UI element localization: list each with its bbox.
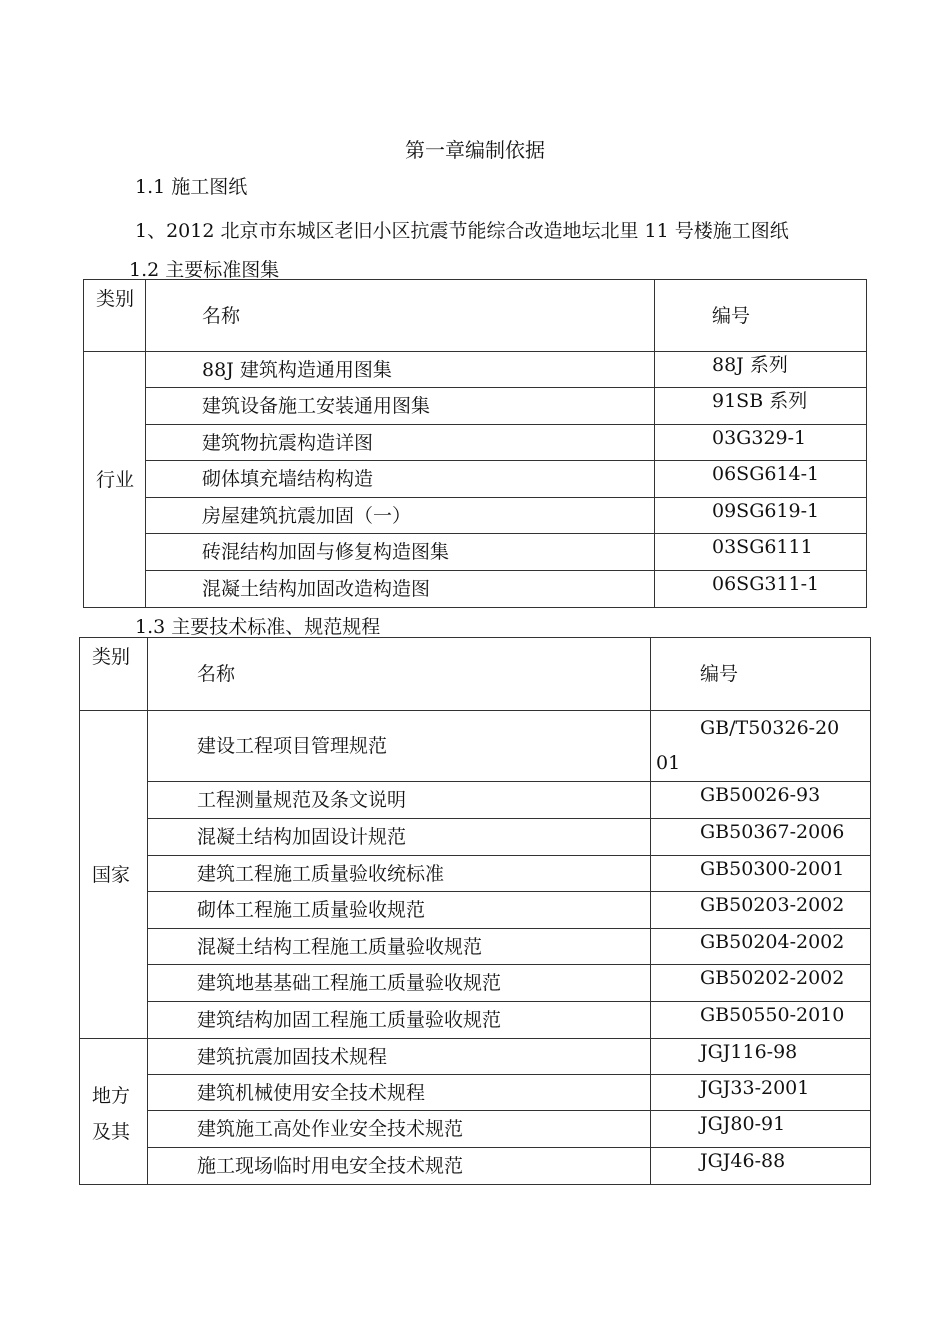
row-name: 砌体工程施工质量验收规范 xyxy=(148,892,651,929)
section-heading-standards: 1.3 主要技术标准、规范规程 xyxy=(135,616,381,638)
table-row xyxy=(80,856,871,892)
row-code: JGJ46-88 xyxy=(651,1148,871,1185)
row-code xyxy=(651,711,871,782)
standard-atlas-table xyxy=(83,279,867,608)
row-name: 建筑设备施工安装通用图集 xyxy=(146,388,655,425)
table-row xyxy=(80,782,871,819)
table-row xyxy=(80,1002,871,1039)
table-header-row xyxy=(80,638,871,711)
row-code: 03G329-1 xyxy=(655,425,867,461)
header-code: 编号 xyxy=(655,280,867,352)
header-category: 类别 xyxy=(84,280,146,352)
group-local xyxy=(80,1039,148,1185)
table-row xyxy=(84,571,867,608)
row-code-line1: GB/T50326-20 xyxy=(700,717,840,739)
row-code: 91SB 系列 xyxy=(655,388,867,425)
header-category: 类别 xyxy=(80,638,148,711)
row-code: 06SG311-1 xyxy=(655,571,867,608)
table-row xyxy=(80,711,871,782)
header-name: 名称 xyxy=(148,638,651,711)
row-name: 建筑结构加固工程施工质量验收规范 xyxy=(148,1002,651,1039)
row-code: 06SG614-1 xyxy=(655,461,867,498)
row-code: GB50300-2001 xyxy=(651,856,871,892)
row-name: 建筑机械使用安全技术规程 xyxy=(148,1075,651,1111)
row-name: 砖混结构加固与修复构造图集 xyxy=(146,534,655,571)
row-code: 09SG619-1 xyxy=(655,498,867,534)
row-code: JGJ80-91 xyxy=(651,1111,871,1148)
row-name: 工程测量规范及条文说明 xyxy=(148,782,651,819)
row-code: GB50203-2002 xyxy=(651,892,871,929)
group-national: 国家 xyxy=(80,711,148,1039)
row-name: 混凝土结构工程施工质量验收规范 xyxy=(148,929,651,965)
group-local-line1: 地方 xyxy=(92,1084,131,1107)
table-row xyxy=(80,929,871,965)
table-row xyxy=(80,1039,871,1075)
table-row xyxy=(84,388,867,425)
table-row xyxy=(84,461,867,498)
row-name: 施工现场临时用电安全技术规范 xyxy=(148,1148,651,1185)
row-code: GB50550-2010 xyxy=(651,1002,871,1039)
row-code: 03SG6111 xyxy=(655,534,867,571)
table-header-row xyxy=(84,280,867,352)
row-name: 混凝土结构加固改造构造图 xyxy=(146,571,655,608)
table-row xyxy=(80,1075,871,1111)
row-name: 砌体填充墙结构构造 xyxy=(146,461,655,498)
table-row xyxy=(80,965,871,1002)
row-code: GB50026-93 xyxy=(651,782,871,819)
group-industry: 行业 xyxy=(84,352,146,608)
row-code: GB50367-2006 xyxy=(651,819,871,856)
row-code-line2: 01 xyxy=(656,752,681,774)
row-name: 建筑工程施工质量验收统标准 xyxy=(148,856,651,892)
table-row xyxy=(80,819,871,856)
table-row xyxy=(80,1148,871,1185)
row-name: 建筑物抗震构造详图 xyxy=(146,425,655,461)
drawing-item: 1、2012 北京市东城区老旧小区抗震节能综合改造地坛北里 11 号楼施工图纸 xyxy=(135,220,789,242)
row-code: JGJ116-98 xyxy=(651,1039,871,1075)
table-row xyxy=(80,1111,871,1148)
technical-standards-table xyxy=(79,637,871,1185)
row-name: 建筑施工高处作业安全技术规范 xyxy=(148,1111,651,1148)
row-code: 88J 系列 xyxy=(655,352,867,388)
table-row xyxy=(84,534,867,571)
section-heading-atlas: 1.2 主要标准图集 xyxy=(129,259,280,281)
chapter-title: 第一章编制依据 xyxy=(405,138,545,162)
row-name: 建筑抗震加固技术规程 xyxy=(148,1039,651,1075)
table-row xyxy=(84,352,867,388)
row-name: 建筑地基基础工程施工质量验收规范 xyxy=(148,965,651,1002)
row-code: GB50202-2002 xyxy=(651,965,871,1002)
row-code: JGJ33-2001 xyxy=(651,1075,871,1111)
table-row xyxy=(84,425,867,461)
row-name: 88J 建筑构造通用图集 xyxy=(146,352,655,388)
group-local-line2: 及其 xyxy=(92,1120,131,1143)
table-row xyxy=(84,498,867,534)
header-code: 编号 xyxy=(651,638,871,711)
header-name: 名称 xyxy=(146,280,655,352)
table-row xyxy=(80,892,871,929)
row-name: 混凝土结构加固设计规范 xyxy=(148,819,651,856)
row-code: GB50204-2002 xyxy=(651,929,871,965)
section-heading-drawings: 1.1 施工图纸 xyxy=(135,176,248,198)
row-name: 建设工程项目管理规范 xyxy=(148,711,651,782)
row-name: 房屋建筑抗震加固（一） xyxy=(146,498,655,534)
